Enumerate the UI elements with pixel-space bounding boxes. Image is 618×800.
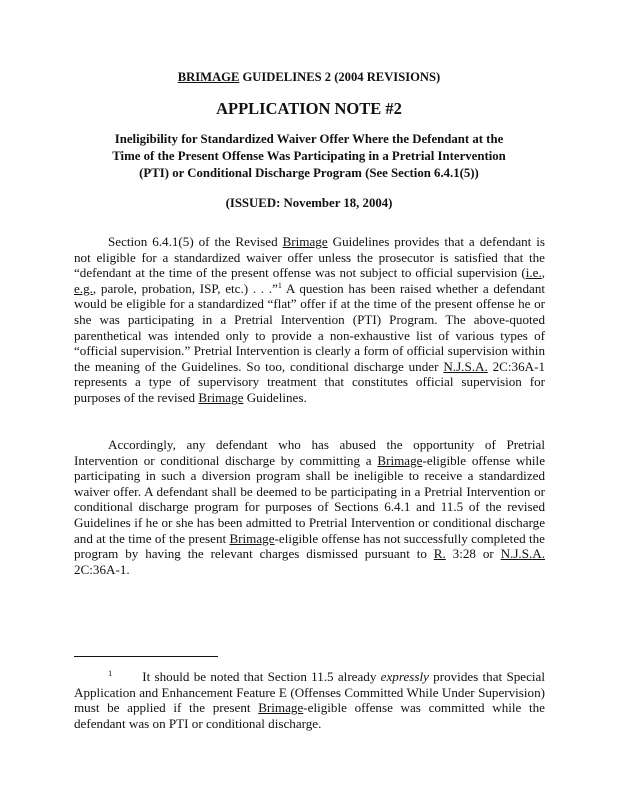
para1-underline-brimage-2: Brimage xyxy=(198,389,244,405)
series-heading xyxy=(0,70,618,85)
note-subtitle xyxy=(70,131,548,181)
para2-text-2: -eligible offense while participating in such a diversion program shall be ineligible to receive a standardized waiver offer. A defendant shall be deemed to be participating in a Pretrial Intervention or conditional discharge program for purposes of Sections 6.4.1 and 11.5 of the revised Guidelines if he or she has been admitted to Pretrial Intervention or conditional discharge and at the time of the present xyxy=(74,452,546,546)
para1-underline-eg: e.g. xyxy=(74,280,93,296)
subtitle-line-1: Ineligibility for Standardized Waiver Offer Where the Defendant at the xyxy=(114,132,504,146)
paragraph-1 xyxy=(74,234,545,406)
footnote-emphasis: expressly xyxy=(380,669,429,684)
paragraph-2 xyxy=(74,437,545,577)
para1-text-4: , parole, probation, ISP, etc.) . . .” xyxy=(92,280,278,296)
brimage-underlined: BRIMAGE xyxy=(177,70,240,84)
subtitle-line-2: Time of the Present Offense Was Participating in a Pretrial Intervention xyxy=(112,148,506,163)
footnote-marker: 1 xyxy=(108,668,113,678)
para1-text-1: Section 6.4.1(5) of the Revised xyxy=(108,234,283,249)
para1-underline-ie: i.e. xyxy=(525,265,542,281)
subtitle-line-3: (PTI) or Conditional Discharge Program (See Section 6.4.1(5)) xyxy=(139,165,479,180)
footnote-text-2: provides that Special Application and Enhancement Feature E (Offenses Committed While Under Supervision) must be applied if the present xyxy=(74,669,545,716)
para1-underline-brimage: Brimage xyxy=(282,234,328,249)
footnote-separator xyxy=(74,656,218,657)
para2-underline-r: R. xyxy=(433,546,446,562)
para1-text-5: A question has been raised whether a defendant would be eligible for a standardized “flat” offer if at the time of the present offense he or she was participating in a Pretrial Intervention (PTI) Program. The above-quoted parenthetical was intended only to provide a non-exhaustive list of various types of “official supervision.” Pretrial Intervention is clearly a form of official supervision within the meaning of the Guidelines. So too, conditional discharge under xyxy=(74,280,546,374)
footnote-text-3: -eligible offense was committed while the defendant was on PTI or conditional discharge. xyxy=(74,700,545,731)
para2-underline-njsa: N.J.S.A. xyxy=(500,546,545,562)
footnote-text-1: It should be noted that Section 11.5 already xyxy=(142,669,381,684)
series-heading-rest: GUIDELINES 2 (2004 REVISIONS) xyxy=(239,70,441,84)
footnote-reference: 1 xyxy=(277,280,282,290)
para2-text-5: 2C:36A-1. xyxy=(74,561,130,577)
para2-text-4: 3:28 or xyxy=(445,546,501,562)
para2-text-3: -eligible offense has not successfully completed the program by having the relevant charges dismissed pursuant to xyxy=(74,530,545,562)
application-note-title: APPLICATION NOTE #2 xyxy=(216,99,402,118)
issued-date: (ISSUED: November 18, 2004) xyxy=(225,196,393,210)
para1-text-2: Guidelines provides that a defendant is not eligible for a standardized waiver offer unless the prosecutor is satisfied that the “defendant at the time of the present offense was not subject to official supervision ( xyxy=(74,234,545,281)
para1-underline-njsa: N.J.S.A. xyxy=(443,358,488,374)
para2-underline-brimage: Brimage xyxy=(377,452,423,468)
para2-underline-brimage-2: Brimage xyxy=(229,530,275,546)
para1-text-7: Guidelines. xyxy=(243,389,307,405)
para1-text-6: 2C:36A-1 represents a type of supervisory treatment that constitutes official supervision for purposes of the revised xyxy=(74,358,545,405)
footnote xyxy=(74,669,545,731)
para1-text-3: , xyxy=(541,265,545,281)
para2-text-1: Accordingly, any defendant who has abused the opportunity of Pretrial Intervention or conditional discharge by committing a xyxy=(74,437,545,468)
footnote-underline-brimage: Brimage xyxy=(258,700,304,716)
